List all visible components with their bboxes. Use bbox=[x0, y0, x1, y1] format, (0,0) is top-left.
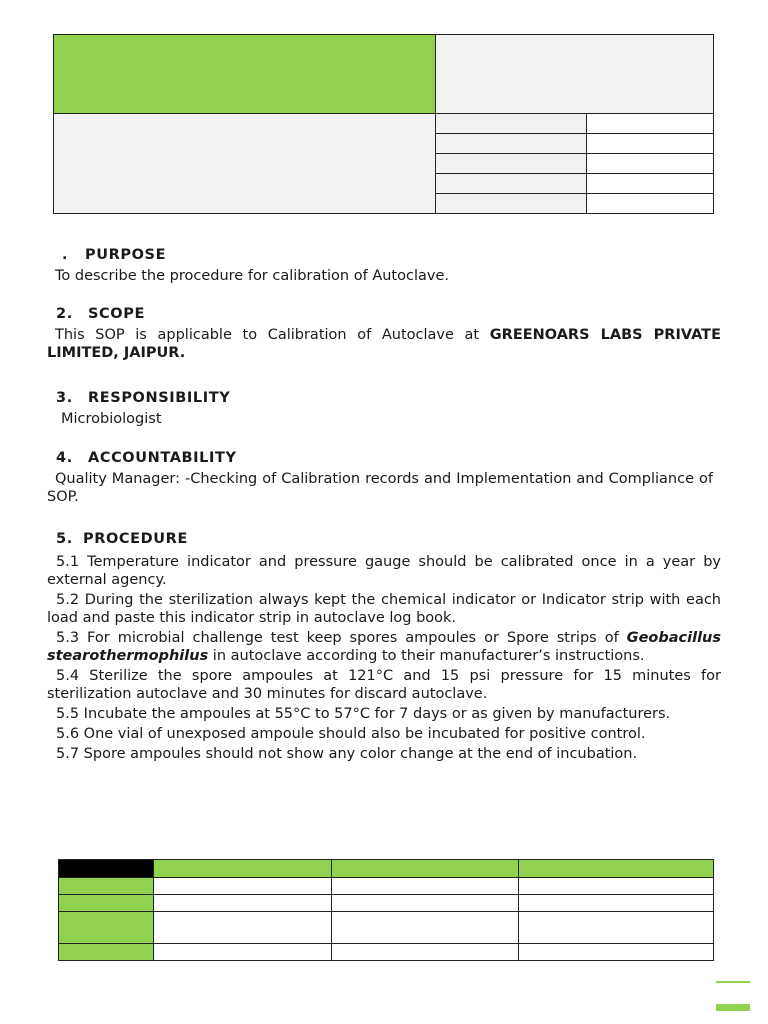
purpose-heading: . PURPOSE bbox=[62, 247, 167, 263]
footer-accent-line bbox=[716, 981, 750, 983]
header-logo-cell bbox=[54, 35, 436, 114]
accountability-section bbox=[47, 449, 721, 506]
approval-row bbox=[59, 895, 714, 912]
header-control-row bbox=[436, 194, 713, 213]
procedure-item: 5.1 Temperature indicator and pressure gauge should be calibrated once in a year by external agency. bbox=[47, 554, 721, 588]
approval-header-row bbox=[59, 860, 714, 878]
header-control-row bbox=[436, 154, 713, 174]
scope-section bbox=[47, 305, 721, 362]
approval-row bbox=[59, 878, 714, 895]
header-info-cell bbox=[54, 114, 436, 213]
responsibility-text: Microbiologist bbox=[61, 411, 162, 427]
header-control-row bbox=[436, 114, 713, 134]
approval-row bbox=[59, 912, 714, 944]
document-header-table bbox=[53, 34, 714, 214]
scope-text: This SOP is applicable to Calibration of Autoclave at GREENOARS LABS PRIVATE LIMITED, JAIPUR. bbox=[47, 327, 721, 361]
scope-heading: 2. SCOPE bbox=[56, 306, 145, 322]
procedure-item: 5.2 During the sterilization always kept the chemical indicator or Indicator strip with each load and paste this indicator strip in autoclave log book. bbox=[47, 592, 721, 626]
header-control-row bbox=[436, 174, 713, 194]
species-name: Geobacillus stearothermophilus bbox=[47, 630, 721, 664]
procedure-list bbox=[47, 553, 721, 763]
procedure-item: 5.5 Incubate the ampoules at 55°C to 57°C for 7 days or as given by manufacturers. bbox=[56, 706, 671, 722]
procedure-item: 5.6 One vial of unexposed ampoule should also be incubated for positive control. bbox=[56, 726, 646, 742]
responsibility-section bbox=[47, 389, 721, 428]
procedure-item: 5.4 Sterilize the spore ampoules at 121°C and 15 psi pressure for 15 minutes for sterilization autoclave and 30 minutes for discard autoclave. bbox=[47, 668, 721, 702]
header-control-grid bbox=[436, 114, 713, 213]
company-name: GREENOARS LABS PRIVATE LIMITED, JAIPUR. bbox=[47, 327, 721, 361]
procedure-heading: 5. PROCEDURE bbox=[56, 531, 188, 547]
header-title-cell bbox=[436, 35, 713, 114]
procedure-section bbox=[47, 530, 721, 765]
purpose-section bbox=[47, 246, 721, 285]
approval-table bbox=[58, 859, 714, 961]
accountability-text: Quality Manager: -Checking of Calibration records and Implementation and Compliance of SOP. bbox=[47, 471, 713, 505]
accountability-heading: 4. ACCOUNTABILITY bbox=[56, 450, 237, 466]
procedure-item: 5.7 Spore ampoules should not show any color change at the end of incubation. bbox=[56, 746, 638, 762]
footer-accent-bar bbox=[716, 1004, 750, 1011]
purpose-text: To describe the procedure for calibration of Autoclave. bbox=[55, 268, 449, 284]
procedure-item: 5.3 For microbial challenge test keep spores ampoules or Spore strips of Geobacillus stearothermophilus in autoclave according to their manufacturer’s instructions. bbox=[47, 630, 721, 664]
approval-row bbox=[59, 944, 714, 961]
responsibility-heading: 3. RESPONSIBILITY bbox=[56, 390, 231, 406]
header-control-row bbox=[436, 134, 713, 154]
